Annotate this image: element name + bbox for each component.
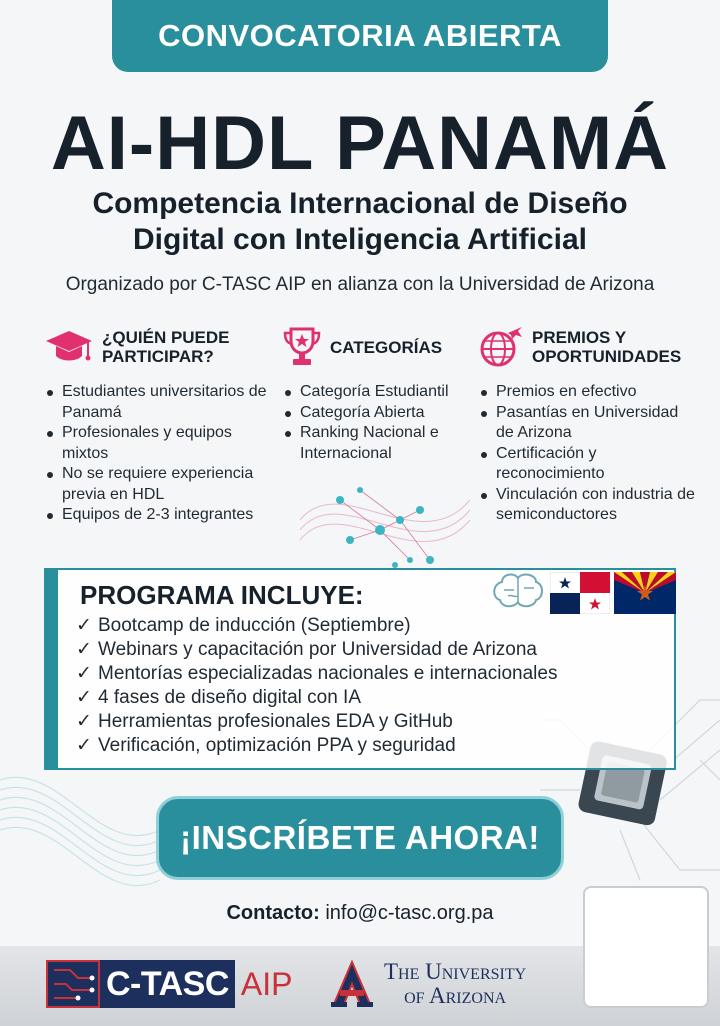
column-title-line-2: PARTICIPAR? [102, 347, 214, 366]
column-title-line-1: CATEGORÍAS [330, 337, 443, 357]
column-title-line-1: ¿QUIÉN PUEDE [102, 328, 230, 347]
list-item: Pasantías en Universidad de Arizona [478, 403, 698, 444]
list-item [76, 686, 557, 710]
prizes-list [478, 382, 698, 526]
program-item-text: Bootcamp de inducción (Septiembre) [98, 615, 411, 636]
program-title: PROGRAMA INCLUYE: [80, 580, 364, 610]
ctasc-name: C-TASC [100, 960, 235, 1008]
subtitle-line-1: Competencia Internacional de Diseño [92, 187, 628, 220]
participants-list [44, 382, 280, 526]
list-item: Profesionales y equipos mixtos [44, 423, 280, 464]
globe-plane-icon [478, 325, 524, 369]
column-header [44, 322, 280, 372]
main-title: AI-HDL PANAMÁ [50, 101, 670, 186]
list-item [76, 662, 557, 686]
check-icon: ✓ [76, 639, 92, 660]
arizona-a-icon [330, 960, 374, 1008]
ctasc-logo [46, 960, 292, 1008]
list-item [76, 614, 557, 638]
program-item-text: Verificación, optimización PPA y seguridad [98, 735, 456, 756]
list-item [76, 734, 557, 758]
blank-box [583, 886, 709, 1008]
list-item: Vinculación con industria de semiconductores [478, 485, 698, 526]
program-item-text: 4 fases de diseño digital con IA [98, 687, 362, 708]
program-list [76, 614, 557, 758]
subtitle-line-2: Digital con Inteligencia Artificial [133, 223, 587, 256]
trophy-icon [282, 325, 322, 369]
program-item-text: Mentorías especializadas nacionales e internacionales [98, 663, 558, 684]
list-item: Ranking Nacional e Internacional [282, 423, 472, 464]
arizona-flag-icon [614, 572, 676, 614]
column-header [478, 322, 698, 372]
list-item [76, 638, 557, 662]
panama-flag-icon [550, 572, 610, 614]
check-icon: ✓ [76, 735, 92, 756]
list-item: Categoría Abierta [282, 403, 472, 424]
graduation-cap-icon [44, 327, 94, 367]
categories-list [282, 382, 472, 464]
list-item: Estudiantes universitarios de Panamá [44, 382, 280, 423]
check-icon: ✓ [76, 663, 92, 684]
ctasc-mark-icon [46, 960, 100, 1008]
top-banner [112, 0, 608, 72]
check-icon: ✓ [76, 615, 92, 636]
column-title-line-2: OPORTUNIDADES [532, 347, 682, 366]
register-now-button[interactable]: ¡INSCRÍBETE AHORA! [156, 796, 564, 880]
column-categories [282, 322, 472, 464]
contact-label: Contacto: [226, 902, 320, 924]
ctasc-suffix: AIP [240, 965, 293, 1002]
subtitle [0, 186, 720, 258]
column-title-line-1: PREMIOS Y [532, 328, 627, 347]
program-item-text: Webinars y capacitación por Universidad de Arizona [98, 639, 537, 660]
column-participants [44, 322, 280, 526]
column-header [282, 322, 472, 372]
list-item: Categoría Estudiantil [282, 382, 472, 403]
list-item: No se requiere experiencia previa en HDL [44, 464, 280, 505]
ua-line-2: of Arizona [404, 983, 507, 1008]
list-item: Premios en efectivo [478, 382, 698, 403]
list-item: Certificación y reconocimiento [478, 444, 698, 485]
check-icon: ✓ [76, 687, 92, 708]
list-item: Equipos de 2-3 integrantes [44, 505, 280, 526]
ua-line-1: The University [384, 959, 527, 984]
organized-by-text: Organizado por C-TASC AIP en alianza con la Universidad de Arizona [65, 274, 655, 295]
list-item [76, 710, 557, 734]
brain-icon [490, 570, 546, 610]
check-icon: ✓ [76, 711, 92, 732]
contact-email[interactable]: info@c-tasc.org.pa [325, 902, 494, 924]
banner-text: CONVOCATORIA ABIERTA [158, 18, 562, 53]
university-of-arizona-logo [330, 960, 526, 1008]
column-prizes [478, 322, 698, 526]
program-item-text: Herramientas profesionales EDA y GitHub [98, 711, 453, 732]
